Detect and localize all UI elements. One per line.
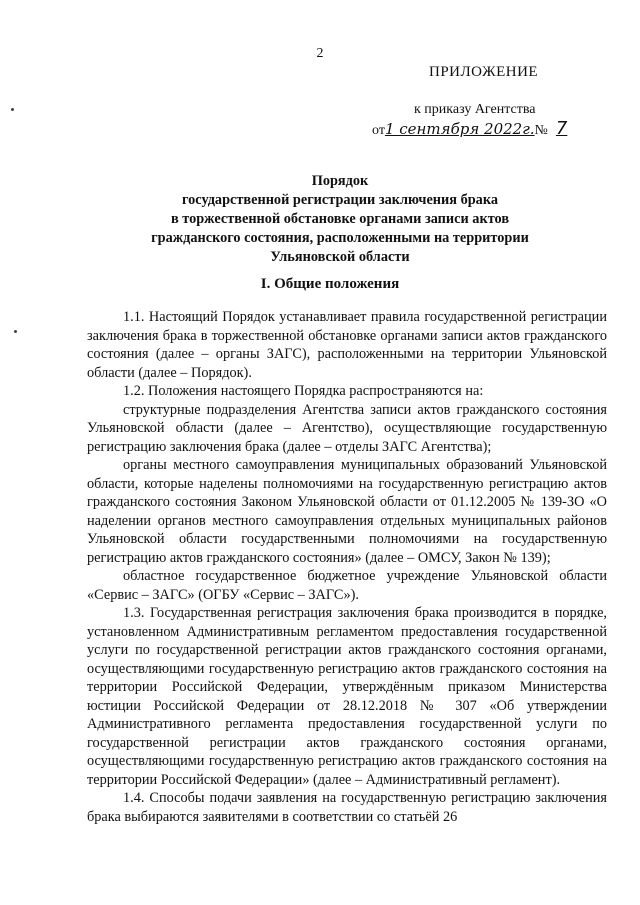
paragraph-1-1: 1.1. Настоящий Порядок устанавливает правила государственной регистрации заключения брака в торжественной обстановке органами записи актов гражданского состояния (далее – органы ЗАГС), расположенными на территории Ульяновской области (далее – Порядок). <box>87 309 607 381</box>
list-item-service-zags: областное государственное бюджетное учреждение Ульяновской области «Сервис – ЗАГС» (ОГБУ «Сервис – ЗАГС»). <box>87 568 607 603</box>
document-title <box>100 172 580 267</box>
title-line: гражданского состояния, расположенными на территории <box>151 230 529 246</box>
order-number-handwritten: 7 <box>555 118 568 139</box>
scan-speck <box>11 108 14 111</box>
title-line: Ульяновской области <box>270 249 410 265</box>
page-number: 2 <box>316 46 324 61</box>
title-line: государственной регистрации заключения брака <box>182 192 498 208</box>
order-date-handwritten: 1 сентября 2022г. <box>384 120 535 138</box>
list-item-local-government: органы местного самоуправления муниципальных образований Ульяновской области, которые наделены полномочиями на государственную регистрацию актов гражданского состояния Законом Ульяновской области от 01.12.2005 № 139-ЗО «О наделении органов местного самоуправления отдельных муниципальных районов Ульяновской области государственными полномочиями на государственную регистрацию актов гражданского состояния» (далее – ОМСУ, Закон № 139); <box>87 457 607 566</box>
list-item-agency-departments: структурные подразделения Агентства записи актов гражданского состояния Ульяновской области (далее – Агентство), осуществляющие государственную регистрацию заключения брака (далее – отделы ЗАГС Агентства); <box>87 401 607 455</box>
appendix-label: ПРИЛОЖЕНИЕ <box>429 64 539 80</box>
document-body <box>87 308 607 826</box>
title-line: Порядок <box>311 173 369 189</box>
order-number-sign: № <box>534 123 548 138</box>
section-heading: I. Общие положения <box>260 276 400 292</box>
paragraph-1-3: 1.3. Государственная регистрация заключения брака производится в порядке, установленном Административным регламентом предоставления государственной услуги по государственной регистрации актов гражданского состояния органами, осуществляющими государственную регистрацию актов гражданского состояния на территории Российской Федерации, утверждённым приказом Министерства юстиции Российской Федерации от 28.12.2018 № 307 «Об утверждении Административного регламента предоставления государственной услуги по государственной регистрации актов гражданского состояния органами, осуществляющими государственную регистрацию актов гражданского состояния на территории Российской Федерации» (далее – Административный регламент). <box>87 605 607 788</box>
order-date-line <box>372 118 577 139</box>
order-date-prefix: от <box>372 123 385 138</box>
paragraph-1-4: 1.4. Способы подачи заявления на государственную регистрацию заключения брака выбираются заявителями в соответствии со статьёй 26 <box>87 790 607 825</box>
order-reference: к приказу Агентства <box>414 102 536 117</box>
scan-speck <box>14 330 17 333</box>
paragraph-1-2: 1.2. Положения настоящего Порядка распространяются на: <box>123 383 484 399</box>
title-line: в торжественной обстановке органами записи актов <box>170 211 510 227</box>
